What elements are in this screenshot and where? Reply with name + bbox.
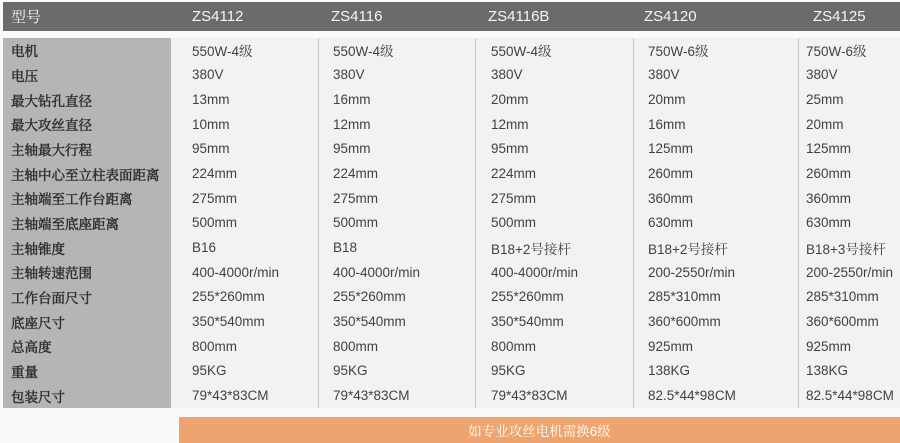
spec-value-cell: 275mm [475,186,633,211]
spec-value-cell: 550W-4级 [192,44,253,60]
spec-value-cell: 360*600mm [633,309,798,334]
spec-value-cell: 350*540mm [475,309,633,334]
spec-value-cell: 79*43*83CM [475,383,633,408]
spec-value-cell: 800mm [475,334,633,359]
spec-value-cell: 255*260mm [318,285,475,310]
spec-row-label: 主轴中心至立柱表面距离 [3,161,171,186]
spec-value-cell: 200-2550r/min [633,260,798,285]
spec-row-label: 最大钻孔直径 [3,87,171,112]
spec-value-cell: 630mm [798,211,900,236]
spec-value-cell: 138KG [633,359,798,384]
spec-value-cell: 360mm [633,186,798,211]
model-header: ZS4116B [488,8,550,25]
spec-value-cell: 255*260mm [475,285,633,310]
model-header: ZS4112 [192,8,244,25]
spec-row-label: 主轴端至底座距离 [3,211,171,236]
spec-value-cell: 125mm [633,137,798,162]
spec-value-cell: 800mm [318,334,475,359]
spec-value-cell: 500mm [192,215,238,231]
spec-row-label: 重量 [3,359,171,384]
spec-row-label: 电压 [3,63,171,88]
model-header: ZS4125 [813,8,866,25]
spec-value-cell: 350*540mm [318,309,475,334]
spec-value-cell: 25mm [798,87,900,112]
spec-value-cell: B18 [318,235,475,260]
spec-value-cell: 260mm [633,161,798,186]
spec-value-cell: 380V [633,63,798,88]
spec-row-label: 最大攻丝直径 [3,112,171,137]
spec-row-label: 包装尺寸 [3,383,171,408]
spec-value-cell: 275mm [318,186,475,211]
footnote-text: 如专业攻丝电机需换6级 [468,423,611,439]
spec-value-cell: B18+2号接杆 [475,235,633,260]
spec-value-cell: 13mm [192,92,230,108]
spec-value-cell: 750W-6级 [633,38,798,63]
spec-row-label: 工作台面尺寸 [3,285,171,310]
spec-value-cell: 550W-4级 [475,38,633,63]
spec-value-cell: 224mm [318,161,475,186]
spec-value-cell: 360*600mm [798,309,900,334]
spec-value-cell: 20mm [633,87,798,112]
spec-value-cell: 79*43*83CM [318,383,475,408]
spec-value-cell: 550W-4级 [318,38,475,63]
spec-value-cell: 400-4000r/min [318,260,475,285]
spec-value-cell: 380V [192,67,224,83]
spec-table-body [3,38,900,408]
spec-value-cell: 10mm [192,116,230,132]
spec-value-cell: 20mm [475,87,633,112]
spec-value-cell: 500mm [475,211,633,236]
spec-row-label: 总高度 [3,334,171,359]
spec-value-cell: 500mm [318,211,475,236]
spec-value-cell: 400-4000r/min [192,264,280,280]
spec-value-cell: 224mm [475,161,633,186]
spec-value-cell: 380V [475,63,633,88]
spec-row-label: 主轴锥度 [3,235,171,260]
spec-value-cell: 380V [798,63,900,88]
spec-value-cell: 400-4000r/min [475,260,633,285]
spec-value-cell: 20mm [798,112,900,137]
spec-value-cell: 925mm [633,334,798,359]
spec-value-cell: 350*540mm [192,314,265,330]
spec-value-cell: 285*310mm [633,285,798,310]
spec-value-cell: 95KG [475,359,633,384]
spec-table-header [3,2,900,31]
spec-row-label: 主轴端至工作台距离 [3,186,171,211]
spec-value-cell: 255*260mm [192,289,265,305]
footnote-bar [179,417,900,443]
spec-value-cell: 95KG [318,359,475,384]
spec-value-cell: 260mm [798,161,900,186]
spec-value-cell: 380V [318,63,475,88]
spec-value-cell: 125mm [798,137,900,162]
spec-value-cell: 95mm [318,137,475,162]
spec-row-label: 主轴转速范围 [3,260,171,285]
spec-value-cell: 16mm [318,87,475,112]
model-header: ZS4120 [644,8,697,25]
model-column-header: 型号 [11,9,42,26]
spec-value-cell: 82.5*44*98CM [798,383,900,408]
spec-value-cell: 275mm [192,190,238,206]
spec-value-cell: 82.5*44*98CM [633,383,798,408]
spec-row-label: 电机 [3,38,171,63]
spec-value-cell: 925mm [798,334,900,359]
spec-value-cell: 12mm [318,112,475,137]
spec-value-cell: B18+3号接杆 [798,235,900,260]
spec-value-cell: 200-2550r/min [798,260,900,285]
spec-value-cell: 138KG [798,359,900,384]
spec-value-cell: 95KG [192,363,227,379]
spec-value-cell: 12mm [475,112,633,137]
spec-value-cell: 750W-6级 [798,38,900,63]
spec-value-cell: 95mm [475,137,633,162]
spec-value-cell: 79*43*83CM [192,388,269,404]
spec-value-cell: 224mm [192,166,238,182]
model-header: ZS4116 [331,8,383,25]
spec-row-label: 主轴最大行程 [3,137,171,162]
spec-value-cell: 95mm [192,141,230,157]
spec-row-label: 底座尺寸 [3,309,171,334]
spec-value-cell: B18+2号接杆 [633,235,798,260]
spec-value-cell: 16mm [633,112,798,137]
spec-value-cell: 630mm [633,211,798,236]
spec-value-cell: B16 [192,240,217,256]
spec-value-cell: 285*310mm [798,285,900,310]
spec-value-cell: 360mm [798,186,900,211]
spec-value-cell: 800mm [192,338,238,354]
